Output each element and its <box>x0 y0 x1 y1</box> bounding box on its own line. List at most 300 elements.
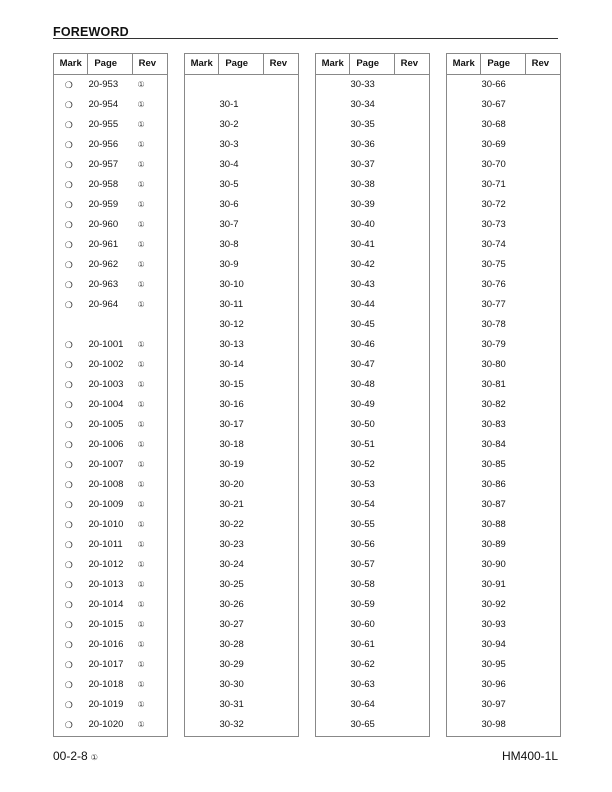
table-row <box>316 595 429 615</box>
revision-icon <box>388 695 429 715</box>
mark-icon: ❍ <box>64 400 73 410</box>
table-row <box>54 135 167 155</box>
mark-icon <box>316 355 346 375</box>
mark-icon: ❍ <box>64 100 73 110</box>
page-cell: 30-38 <box>350 179 375 190</box>
page-cell: 30-43 <box>350 279 375 290</box>
mark-icon <box>185 75 215 95</box>
table-row <box>316 175 429 195</box>
revision-icon <box>388 515 429 535</box>
mark-icon <box>185 115 215 135</box>
mark-icon: ❍ <box>64 180 73 190</box>
mark-icon <box>185 215 215 235</box>
mark-icon <box>447 575 477 595</box>
mark-icon <box>185 375 215 395</box>
mark-icon <box>185 415 215 435</box>
page-cell: 30-56 <box>350 539 375 550</box>
column-header-mark: Mark <box>54 54 88 74</box>
table-row <box>447 615 560 635</box>
revision-icon <box>519 195 560 215</box>
table-header <box>185 54 298 75</box>
revision-icon <box>519 495 560 515</box>
revision-icon <box>257 335 298 355</box>
revision-icon <box>388 395 429 415</box>
page-cell: 20-1006 <box>88 439 124 450</box>
revision-icon <box>388 575 429 595</box>
table-row <box>185 415 298 435</box>
table-row <box>316 635 429 655</box>
column-header-rev: Rev <box>531 58 550 69</box>
title-underline <box>53 38 558 39</box>
page-cell: 20-1007 <box>88 459 124 470</box>
table-row <box>447 455 560 475</box>
revision-icon <box>257 535 298 555</box>
table-row <box>54 75 167 95</box>
page-cell: 30-12 <box>219 319 244 330</box>
revision-icon <box>257 675 298 695</box>
mark-icon <box>447 615 477 635</box>
mark-icon <box>447 515 477 535</box>
page-cell: 30-44 <box>350 299 375 310</box>
table-row <box>185 255 298 275</box>
page-cell: 30-30 <box>219 679 244 690</box>
revision-icon <box>257 455 298 475</box>
table-row <box>316 655 429 675</box>
mark-icon: ❍ <box>64 720 73 730</box>
table-row <box>54 175 167 195</box>
mark-icon <box>185 535 215 555</box>
mark-icon <box>316 195 346 215</box>
page-cell: 30-64 <box>350 699 375 710</box>
table-row <box>447 235 560 255</box>
revision-icon: ① <box>137 340 145 349</box>
revision-icon <box>519 555 560 575</box>
revision-icon <box>519 475 560 495</box>
table-row <box>185 135 298 155</box>
revision-icon <box>388 495 429 515</box>
mark-icon <box>185 275 215 295</box>
revision-icon <box>388 315 429 335</box>
table-row <box>316 235 429 255</box>
page-cell: 20-1011 <box>88 539 123 550</box>
table-row <box>316 695 429 715</box>
table-header <box>316 54 429 75</box>
revision-icon <box>388 435 429 455</box>
table-row <box>185 395 298 415</box>
page-cell: 30-9 <box>219 259 239 270</box>
table-row <box>185 475 298 495</box>
page-cell: 20-1003 <box>88 379 124 390</box>
mark-icon: ❍ <box>64 340 73 350</box>
table-row <box>185 75 298 95</box>
page-cell: 30-66 <box>481 79 506 90</box>
page-cell: 30-79 <box>481 339 506 350</box>
revision-icon: ① <box>137 460 145 469</box>
mark-icon <box>447 275 477 295</box>
revision-icon <box>388 555 429 575</box>
table-row <box>54 355 167 375</box>
column-header-rev: Rev <box>138 58 157 69</box>
mark-icon <box>447 235 477 255</box>
revision-icon: ① <box>137 600 145 609</box>
page-cell: 30-63 <box>350 679 375 690</box>
column-header-rev: Rev <box>269 58 288 69</box>
mark-icon <box>447 715 477 735</box>
mark-icon <box>185 715 215 735</box>
page-cell: 30-67 <box>481 99 506 110</box>
table-row <box>185 375 298 395</box>
page-cell: 30-4 <box>219 159 239 170</box>
page-cell: 30-50 <box>350 419 375 430</box>
mark-icon <box>316 315 346 335</box>
table-row <box>185 175 298 195</box>
page-cell: 30-17 <box>219 419 244 430</box>
mark-icon <box>185 235 215 255</box>
revision-icon: ① <box>137 300 145 309</box>
page-cell: 20-1009 <box>88 499 124 510</box>
page-cell: 20-1016 <box>88 639 124 650</box>
page-cell: 30-94 <box>481 639 506 650</box>
table-row <box>54 235 167 255</box>
revision-icon <box>519 655 560 675</box>
revision-icon <box>257 195 298 215</box>
table-row <box>54 375 167 395</box>
revision-icon: ① <box>137 400 145 409</box>
mark-icon <box>316 215 346 235</box>
page-cell: 30-34 <box>350 99 375 110</box>
page-cell: 30-25 <box>219 579 244 590</box>
revision-icon <box>388 655 429 675</box>
revision-icon: ① <box>137 380 145 389</box>
page-cell: 30-83 <box>481 419 506 430</box>
mark-icon <box>185 495 215 515</box>
table-row <box>316 415 429 435</box>
table-row <box>54 595 167 615</box>
page-cell: 30-78 <box>481 319 506 330</box>
page-cell: 30-60 <box>350 619 375 630</box>
revision-icon <box>519 455 560 475</box>
revision-icon <box>388 475 429 495</box>
page-cell: 30-22 <box>219 519 244 530</box>
revision-icon <box>257 155 298 175</box>
table-row <box>447 395 560 415</box>
table-row <box>447 555 560 575</box>
mark-icon <box>316 95 346 115</box>
revision-icon <box>519 135 560 155</box>
revision-icon <box>388 115 429 135</box>
page-cell: 30-5 <box>219 179 239 190</box>
page-cell: 30-54 <box>350 499 375 510</box>
page-cell: 30-7 <box>219 219 239 230</box>
revision-icon <box>388 355 429 375</box>
table-row <box>185 595 298 615</box>
table-row <box>447 275 560 295</box>
revision-icon <box>257 615 298 635</box>
mark-icon: ❍ <box>64 300 73 310</box>
page-cell: 20-958 <box>88 179 119 190</box>
page-cell: 30-75 <box>481 259 506 270</box>
mark-icon <box>316 175 346 195</box>
revision-table-4 <box>446 53 561 737</box>
mark-icon <box>447 435 477 455</box>
revision-icon: ① <box>137 620 145 629</box>
page-cell: 30-32 <box>219 719 244 730</box>
mark-icon <box>185 635 215 655</box>
page-cell: 30-88 <box>481 519 506 530</box>
mark-icon <box>447 315 477 335</box>
mark-icon <box>185 695 215 715</box>
revision-icon <box>388 215 429 235</box>
table-row <box>316 255 429 275</box>
revision-icon <box>519 355 560 375</box>
revision-icon: ① <box>137 180 145 189</box>
revision-icon <box>257 315 298 335</box>
revision-icon <box>257 295 298 315</box>
table-row <box>447 135 560 155</box>
mark-icon: ❍ <box>64 580 73 590</box>
table-row <box>54 315 167 335</box>
table-row <box>185 195 298 215</box>
table-row <box>316 155 429 175</box>
mark-icon <box>447 135 477 155</box>
page-cell: 20-1005 <box>88 419 124 430</box>
page-cell: 20-1002 <box>88 359 124 370</box>
table-row <box>447 635 560 655</box>
table-row <box>316 515 429 535</box>
page-cell: 20-1015 <box>88 619 124 630</box>
table-row <box>185 295 298 315</box>
mark-icon <box>447 695 477 715</box>
page-cell: 30-40 <box>350 219 375 230</box>
table-row <box>54 255 167 275</box>
column-header-page: Page <box>350 54 394 74</box>
revision-icon <box>388 235 429 255</box>
revision-icon <box>388 675 429 695</box>
table-row <box>316 715 429 735</box>
revision-icon <box>388 715 429 735</box>
page-cell: 30-31 <box>219 699 244 710</box>
table-row <box>54 655 167 675</box>
table-row <box>185 535 298 555</box>
column-header-rev: Rev <box>400 58 419 69</box>
table-row <box>185 675 298 695</box>
revision-icon <box>519 115 560 135</box>
mark-icon <box>316 495 346 515</box>
revision-icon <box>519 415 560 435</box>
revision-icon <box>257 715 298 735</box>
page-cell: 30-23 <box>219 539 244 550</box>
revision-icon <box>519 335 560 355</box>
mark-icon <box>185 255 215 275</box>
revision-icon <box>519 695 560 715</box>
mark-icon <box>185 675 215 695</box>
revision-icon <box>519 75 560 95</box>
revision-icon: ① <box>137 580 145 589</box>
page-number: 00-2-8 <box>53 749 88 763</box>
page-cell: 30-62 <box>350 659 375 670</box>
column-header-mark: Mark <box>316 54 350 74</box>
page-cell: 20-964 <box>88 299 119 310</box>
revision-icon <box>257 555 298 575</box>
revision-icon <box>257 95 298 115</box>
revision-icon <box>519 515 560 535</box>
mark-icon: ❍ <box>64 480 73 490</box>
page-cell: 20-954 <box>88 99 119 110</box>
mark-icon: ❍ <box>64 680 73 690</box>
table-row <box>185 575 298 595</box>
table-row <box>54 715 167 735</box>
page-cell: 30-35 <box>350 119 375 130</box>
page-cell: 30-85 <box>481 459 506 470</box>
table-row <box>54 415 167 435</box>
revision-icon <box>257 255 298 275</box>
page-cell: 30-52 <box>350 459 375 470</box>
table-row <box>447 435 560 455</box>
mark-icon <box>316 235 346 255</box>
revision-icon <box>257 115 298 135</box>
mark-icon <box>316 715 346 735</box>
table-row <box>54 455 167 475</box>
table-row <box>54 615 167 635</box>
column-header-mark: Mark <box>447 54 481 74</box>
table-header <box>447 54 560 75</box>
table-row <box>185 215 298 235</box>
revision-icon <box>519 315 560 335</box>
page-cell: 20-960 <box>88 219 119 230</box>
table-row <box>316 435 429 455</box>
mark-icon <box>185 615 215 635</box>
revision-icon: ① <box>137 480 145 489</box>
table-header <box>54 54 167 75</box>
mark-icon: ❍ <box>64 140 73 150</box>
page-cell: 20-956 <box>88 139 119 150</box>
table-row <box>185 95 298 115</box>
table-row <box>54 155 167 175</box>
table-row <box>54 335 167 355</box>
page-cell: 30-39 <box>350 199 375 210</box>
mark-icon <box>447 195 477 215</box>
table-row <box>185 455 298 475</box>
page-cell: 30-51 <box>350 439 375 450</box>
table-row <box>185 695 298 715</box>
mark-icon <box>316 515 346 535</box>
mark-icon: ❍ <box>64 240 73 250</box>
mark-icon <box>447 175 477 195</box>
page-cell: 30-20 <box>219 479 244 490</box>
revision-table-3 <box>315 53 430 737</box>
mark-icon: ❍ <box>64 80 73 90</box>
table-row <box>185 275 298 295</box>
revision-icon <box>257 75 298 95</box>
page-cell: 30-53 <box>350 479 375 490</box>
mark-icon <box>316 435 346 455</box>
page-cell: 30-71 <box>481 179 506 190</box>
table-row <box>316 195 429 215</box>
revision-icon <box>388 275 429 295</box>
table-row <box>316 215 429 235</box>
page-cell: 30-77 <box>481 299 506 310</box>
page-cell: 30-82 <box>481 399 506 410</box>
mark-icon <box>316 155 346 175</box>
revision-icon <box>388 175 429 195</box>
page-cell <box>215 75 258 95</box>
table-row <box>447 495 560 515</box>
mark-icon <box>185 655 215 675</box>
table-row <box>54 575 167 595</box>
page-cell: 30-14 <box>219 359 244 370</box>
mark-icon <box>54 315 84 335</box>
table-row <box>54 635 167 655</box>
table-row <box>316 335 429 355</box>
revision-table-2 <box>184 53 299 737</box>
page-cell: 30-19 <box>219 459 244 470</box>
page-cell: 30-46 <box>350 339 375 350</box>
mark-icon: ❍ <box>64 700 73 710</box>
mark-icon: ❍ <box>64 540 73 550</box>
table-row <box>316 555 429 575</box>
page-cell: 30-98 <box>481 719 506 730</box>
table-row <box>185 495 298 515</box>
page-cell: 20-959 <box>88 199 119 210</box>
revision-icon: ① <box>137 500 145 509</box>
page-cell: 30-42 <box>350 259 375 270</box>
mark-icon <box>447 215 477 235</box>
mark-icon <box>316 295 346 315</box>
revision-icon <box>257 515 298 535</box>
page-cell: 20-1008 <box>88 479 124 490</box>
revision-icon: ① <box>137 440 145 449</box>
mark-icon <box>316 455 346 475</box>
page-cell: 30-48 <box>350 379 375 390</box>
mark-icon <box>316 615 346 635</box>
table-row <box>447 355 560 375</box>
table-row <box>185 715 298 735</box>
footer-model: HM400-1L <box>502 749 559 763</box>
table-row <box>316 675 429 695</box>
mark-icon <box>185 295 215 315</box>
mark-icon <box>316 115 346 135</box>
page-cell: 30-37 <box>350 159 375 170</box>
page-cell: 30-41 <box>350 239 375 250</box>
page-cell: 20-963 <box>88 279 119 290</box>
mark-icon <box>185 95 215 115</box>
revision-icon: ① <box>90 753 98 762</box>
mark-icon <box>316 395 346 415</box>
revision-icon <box>257 395 298 415</box>
table-row <box>316 575 429 595</box>
table-row <box>447 515 560 535</box>
revision-icon: ① <box>137 80 145 89</box>
page-cell: 20-1001 <box>88 339 124 350</box>
mark-icon <box>316 555 346 575</box>
revision-icon <box>519 535 560 555</box>
mark-icon <box>185 195 215 215</box>
revision-icon: ① <box>137 520 145 529</box>
page-cell: 30-29 <box>219 659 244 670</box>
revision-icon <box>519 715 560 735</box>
page-cell: 20-1013 <box>88 579 124 590</box>
revision-icon <box>519 375 560 395</box>
table-row <box>54 115 167 135</box>
revision-icon <box>388 375 429 395</box>
revision-icon <box>388 595 429 615</box>
table-row <box>447 255 560 275</box>
revision-icon: ① <box>137 240 145 249</box>
table-row <box>316 375 429 395</box>
page-cell: 30-57 <box>350 559 375 570</box>
mark-icon <box>316 575 346 595</box>
revision-icon <box>388 635 429 655</box>
